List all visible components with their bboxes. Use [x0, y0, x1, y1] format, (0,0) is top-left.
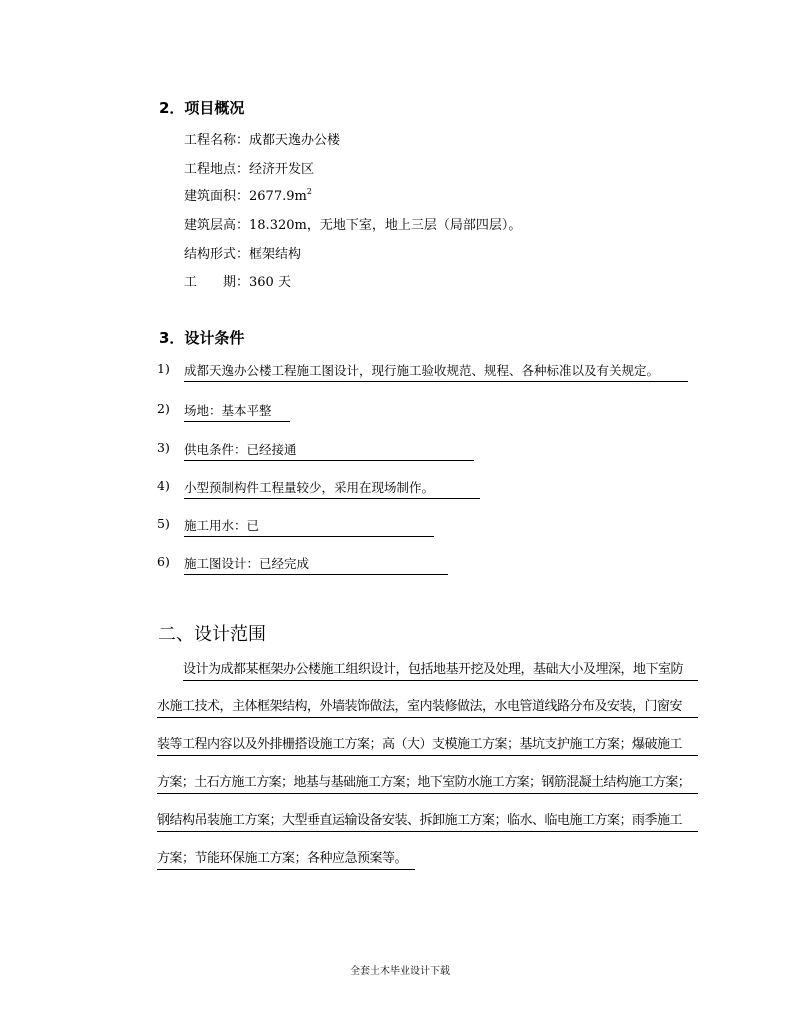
paragraph-line: 设计为成都某框架办公楼施工组织设计，包括地基开挖及处理，基础大小及埋深，地下室防 — [183, 658, 698, 681]
building-height-row — [184, 214, 521, 233]
paragraph-line: 方案；土石方施工方案；地基与基础施工方案；地下室防水施工方案；钢筋混凝土结构施工方案； — [157, 771, 698, 794]
project-name-label: 工程名称： — [184, 133, 250, 148]
structure-type-value: 框架结构 — [249, 247, 302, 262]
duration-row — [184, 271, 291, 290]
project-name-value: 成都天逸办公楼 — [249, 133, 341, 148]
building-area-row — [184, 185, 312, 204]
condition-text: 供电条件：已经接通 — [184, 440, 474, 461]
page-footer: 全套土木毕业设计下载 — [350, 966, 450, 977]
paragraph-line: 方案；节能环保施工方案；各种应急预案等。 — [157, 847, 415, 870]
condition-text: 施工用水：已 — [184, 516, 434, 537]
design-scope-heading: 二、设计范围 — [158, 624, 266, 645]
project-name-row — [184, 129, 340, 148]
building-area-label: 建筑面积： — [184, 189, 250, 204]
building-height-label: 建筑层高： — [184, 218, 250, 233]
condition-number: 6) — [157, 554, 170, 569]
design-scope-paragraph — [157, 658, 698, 878]
condition-item-6 — [0, 554, 800, 574]
condition-number: 2) — [157, 401, 170, 416]
design-conditions-heading: 3．设计条件 — [159, 329, 245, 347]
building-area-value: 2677.9m — [249, 189, 307, 204]
project-overview-heading: 2．项目概况 — [159, 99, 245, 117]
building-height-value: 18.320m，无地下室，地上三层（局部四层）。 — [249, 218, 522, 233]
paragraph-line: 装等工程内容以及外排栅搭设施工方案；高（大）支模施工方案；基坑支护施工方案；爆破施工 — [157, 733, 698, 756]
structure-type-row — [184, 243, 301, 262]
condition-item-2 — [0, 401, 800, 421]
project-location-label: 工程地点： — [184, 162, 250, 177]
condition-text: 场地：基本平整 — [184, 401, 290, 422]
paragraph-line: 钢结构吊装施工方案；大型垂直运输设备安装、拆卸施工方案；临水、临电施工方案；雨季施工 — [157, 809, 698, 832]
condition-item-5 — [0, 516, 800, 536]
project-location-row — [184, 158, 314, 177]
project-location-value: 经济开发区 — [249, 162, 315, 177]
condition-number: 1) — [157, 361, 170, 376]
building-area-unit-exponent: 2 — [306, 187, 312, 196]
condition-item-1 — [0, 361, 800, 381]
condition-number: 5) — [157, 516, 170, 531]
condition-item-4 — [0, 478, 800, 498]
paragraph-line: 水施工技术，主体框架结构，外墙装饰做法，室内装修做法，水电管道线路分布及安装，门窗安 — [157, 695, 698, 718]
condition-text: 成都天逸办公楼工程施工图设计，现行施工验收规范、规程、各种标准以及有关规定。 — [184, 361, 688, 382]
condition-text: 施工图设计：已经完成 — [184, 554, 448, 575]
condition-number: 4) — [157, 478, 170, 493]
structure-type-label: 结构形式： — [184, 247, 250, 262]
condition-item-3 — [0, 440, 800, 460]
duration-value: 360 天 — [249, 275, 291, 290]
condition-number: 3) — [157, 440, 170, 455]
duration-label: 工 期： — [184, 275, 250, 290]
condition-text: 小型预制构件工程量较少，采用在现场制作。 — [184, 478, 480, 499]
